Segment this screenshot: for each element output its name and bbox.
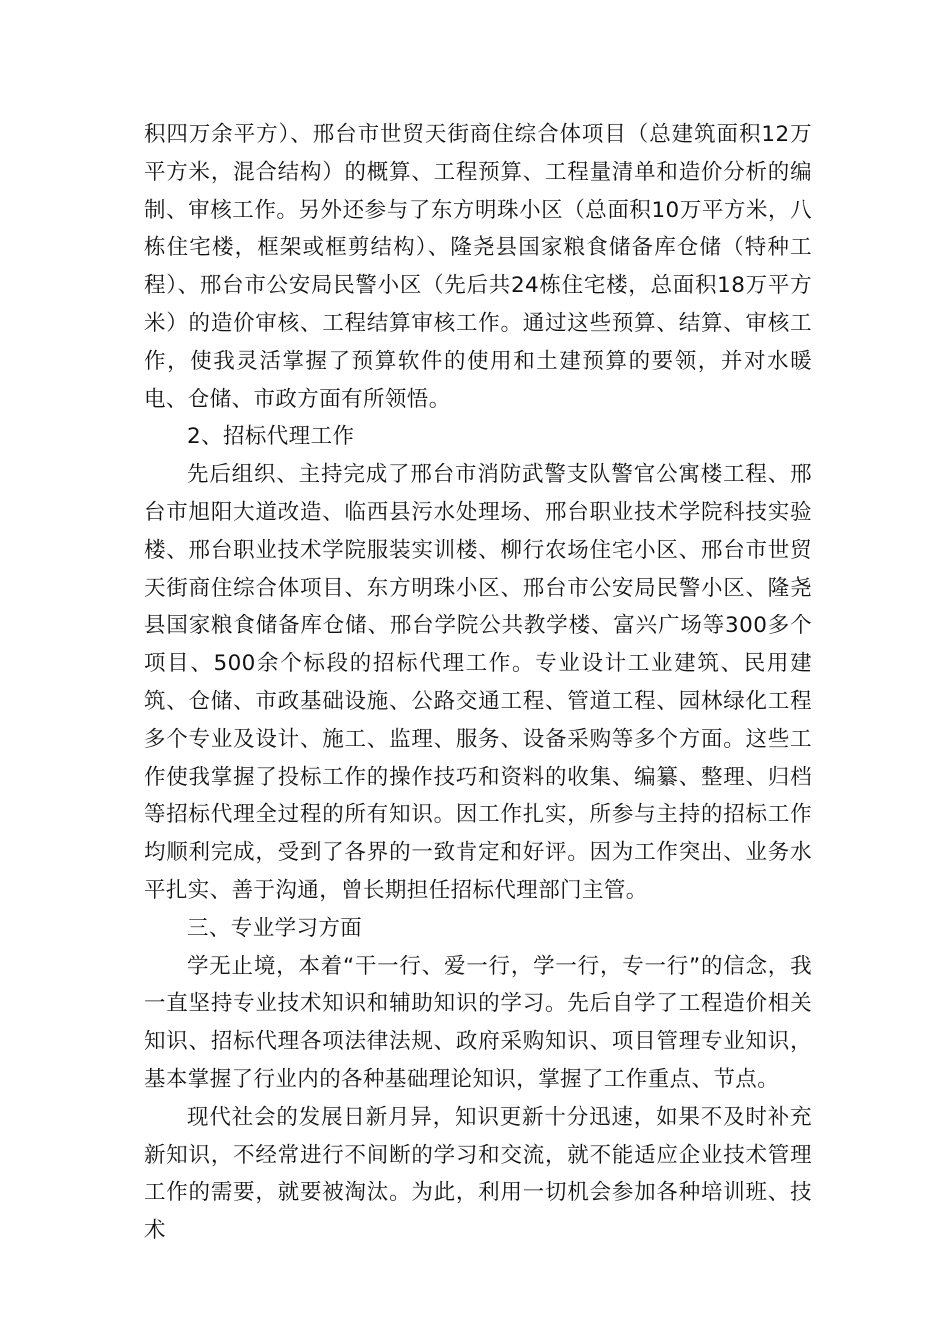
paragraph-professional-study: 学无止境，本着“干一行、爱一行，学一行，专一行”的信念，我一直坚持专业技术知识和辅助知识的学习。先后自学了工程造价相关知识、招标代理各项法律法规、政府采购知识、项目管理专业知识，基本掌握了行业内的各种基础理论知识，掌握了工作重点、节点。 <box>144 953 812 1092</box>
heading-bidding-agency: 2、招标代理工作 <box>187 424 355 450</box>
document-body <box>144 116 812 1250</box>
paragraph-modern-society: 现代社会的发展日新月异，知识更新十分迅速，如果不及时补充新知识，不经常进行不间断的学习和交流，就不能适应企业技术管理工作的需要，就要被淘汰。为此，利用一切机会参加各种培训班、技术 <box>144 1104 812 1244</box>
paragraph-project-review: 积四万余平方）、邢台市世贸天街商住综合体项目（总建筑面积12万平方米，混合结构）的概算、工程预算、工程量清单和造价分析的编制、审核工作。另外还参与了东方明珠小区（总面积10万平方米，八栋住宅楼，框架或框剪结构）、隆尧县国家粮食储备库仓储（特种工程）、邢台市公安局民警小区（先后共24栋住宅楼，总面积18万平方米）的造价审核、工程结算审核工作。通过这些预算、结算、审核工作，使我灵活掌握了预算软件的使用和土建预算的要领，并对水暖电、仓储、市政方面有所领悟。 <box>144 122 812 412</box>
paragraph-bidding-agency: 先后组织、主持完成了邢台市消防武警支队警官公寓楼工程、邢台市旭阳大道改造、临西县污水处理场、邢台职业技术学院科技实验楼、邢台职业技术学院服装实训楼、柳行农场住宅小区、邢台市世贸天街商住综合体项目、东方明珠小区、邢台市公安局民警小区、隆尧县国家粮食储备库仓储、邢台学院公共教学楼、富兴广场等300多个项目、500余个标段的招标代理工作。专业设计工业建筑、民用建筑、仓储、市政基础设施、公路交通工程、管道工程、园林绿化工程多个专业及设计、施工、监理、服务、设备采购等多个方面。这些工作使我掌握了投标工作的操作技巧和资料的收集、编纂、整理、归档等招标代理全过程的所有知识。因工作扎实，所参与主持的招标工作均顺利完成，受到了各界的一致肯定和好评。因为工作突出、业务水平扎实、善于沟通，曾长期担任招标代理部门主管。 <box>144 462 812 903</box>
heading-professional-study: 三、专业学习方面 <box>187 915 363 941</box>
